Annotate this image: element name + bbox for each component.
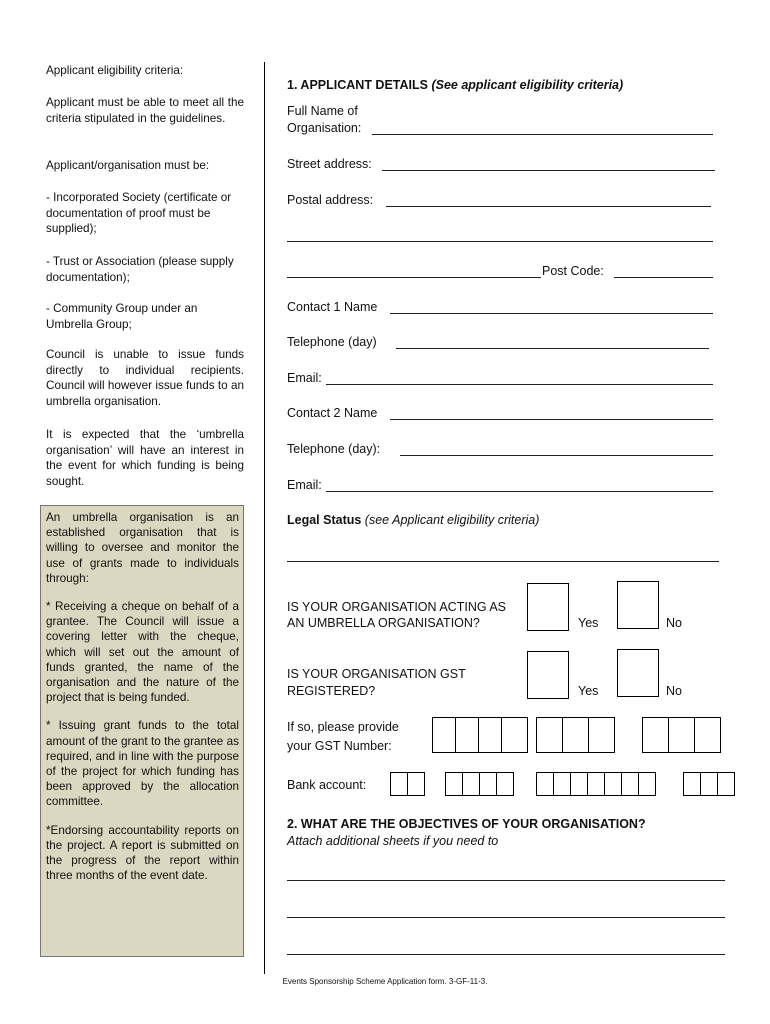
bank-digit-cell[interactable] xyxy=(570,772,588,796)
full-name-label-1: Full Name of xyxy=(287,104,358,118)
bank-group-2 xyxy=(446,772,514,796)
gst-digit-cell[interactable] xyxy=(432,717,456,753)
bank-group-3 xyxy=(537,772,656,796)
bank-digit-cell[interactable] xyxy=(445,772,463,796)
must-be-text: Applicant/organisation must be: xyxy=(46,159,210,172)
column-divider xyxy=(264,62,265,974)
telephone1-label: Telephone (day) xyxy=(287,335,377,349)
page-footer: Events Sponsorship Scheme Application form. 3-GF-11-3. xyxy=(282,977,488,986)
bank-account-label: Bank account: xyxy=(287,778,367,792)
post-code-label: Post Code: xyxy=(542,264,604,278)
bank-digit-cell[interactable] xyxy=(536,772,554,796)
trust-text: - Trust or Association (please supply documentation); xyxy=(46,255,234,284)
endorsing-reports-text: *Endorsing accountability reports on the project. A report is submitted on the progress of the report within three months of the event date. xyxy=(46,823,239,883)
eligibility-intro xyxy=(46,95,244,126)
full-name-label-2: Organisation: xyxy=(287,121,362,135)
legal-status-text: Legal Status xyxy=(287,513,365,527)
contact2-name-field[interactable] xyxy=(390,419,713,420)
umbrella-definition-box xyxy=(40,505,244,957)
umbrella-no-label: No xyxy=(666,616,682,630)
bank-digit-cell[interactable] xyxy=(604,772,622,796)
section2-note: Attach additional sheets if you need to xyxy=(287,834,499,848)
gst-number-label-2: your GST Number: xyxy=(287,739,392,753)
bank-digit-cell[interactable] xyxy=(553,772,571,796)
gst-yes-label: Yes xyxy=(578,684,599,698)
council-note-text: Council is unable to issue funds directly to individual recipients. Council will however issue funds to an umbrella organisation. xyxy=(46,348,244,408)
post-code-field[interactable] xyxy=(614,277,713,278)
umbrella-question-2: AN UMBRELLA ORGANISATION? xyxy=(287,616,480,630)
bank-digit-cell[interactable] xyxy=(479,772,497,796)
postal-address-label: Postal address: xyxy=(287,193,374,207)
gst-digit-cell[interactable] xyxy=(501,717,528,753)
gst-number-group-3 xyxy=(643,717,721,753)
telephone2-label: Telephone (day): xyxy=(287,442,381,456)
trust-item xyxy=(46,254,244,285)
bank-digit-cell[interactable] xyxy=(621,772,639,796)
email1-field[interactable] xyxy=(326,384,713,385)
objectives-field-2[interactable] xyxy=(287,917,725,918)
bank-digit-cell[interactable] xyxy=(683,772,701,796)
contact1-name-label: Contact 1 Name xyxy=(287,300,378,314)
eligibility-intro-text: Applicant must be able to meet all the criteria stipulated in the guidelines. xyxy=(46,96,244,125)
email2-label: Email: xyxy=(287,478,322,492)
council-note xyxy=(46,347,244,409)
gst-question-1: IS YOUR ORGANISATION GST xyxy=(287,667,466,681)
umbrella-definition-text: An umbrella organisation is an established organisation that is willing to oversee and monitor the use of grants made to individuals through: xyxy=(46,511,239,585)
umbrella-yes-label: Yes xyxy=(578,616,599,630)
incorporated-society-item xyxy=(46,190,244,237)
receiving-cheque-text: * Receiving a cheque on behalf of a grantee. The Council will issue a covering letter with the cheque, which will set out the amount of funds granted, the name of the organisation and the nature of the project that is being funded. xyxy=(46,600,239,705)
bank-digit-cell[interactable] xyxy=(700,772,718,796)
telephone2-field[interactable] xyxy=(400,455,713,456)
bank-group-4 xyxy=(684,772,735,796)
gst-digit-cell[interactable] xyxy=(562,717,589,753)
umbrella-yes-checkbox[interactable] xyxy=(527,583,569,631)
email2-field[interactable] xyxy=(326,491,713,492)
section1-title xyxy=(287,78,623,92)
gst-digit-cell[interactable] xyxy=(536,717,563,753)
gst-digit-cell[interactable] xyxy=(478,717,502,753)
telephone1-field[interactable] xyxy=(396,348,709,349)
email1-label: Email: xyxy=(287,371,322,385)
full-name-field[interactable] xyxy=(372,134,713,135)
objectives-field-1[interactable] xyxy=(287,880,725,881)
section1-title-text: 1. APPLICANT DETAILS xyxy=(287,78,432,92)
sidebar-title: Applicant eligibility criteria: xyxy=(46,64,184,77)
must-be-label xyxy=(46,158,244,174)
street-address-label: Street address: xyxy=(287,157,372,171)
postal-address-field-2[interactable] xyxy=(287,241,713,242)
objectives-field-3[interactable] xyxy=(287,954,725,955)
bank-digit-cell[interactable] xyxy=(462,772,480,796)
contact1-name-field[interactable] xyxy=(390,313,713,314)
gst-digit-cell[interactable] xyxy=(694,717,721,753)
legal-status-field[interactable] xyxy=(287,561,719,562)
bank-group-1 xyxy=(391,772,425,796)
legal-status-note: (see Applicant eligibility criteria) xyxy=(364,513,540,527)
gst-number-group-1 xyxy=(433,717,528,753)
gst-digit-cell[interactable] xyxy=(455,717,479,753)
gst-digit-cell[interactable] xyxy=(642,717,669,753)
bank-digit-cell[interactable] xyxy=(496,772,514,796)
umbrella-expectation xyxy=(46,427,244,489)
bank-digit-cell[interactable] xyxy=(638,772,656,796)
gst-question-2: REGISTERED? xyxy=(287,684,376,698)
bank-digit-cell[interactable] xyxy=(717,772,735,796)
contact2-name-label: Contact 2 Name xyxy=(287,406,378,420)
bank-digit-cell[interactable] xyxy=(587,772,605,796)
bank-digit-cell[interactable] xyxy=(390,772,408,796)
postal-address-field-3[interactable] xyxy=(287,277,541,278)
section2-title: 2. WHAT ARE THE OBJECTIVES OF YOUR ORGANISATION? xyxy=(287,817,646,831)
issuing-funds-text: * Issuing grant funds to the total amount of the grant to the grantee as required, and in line with the purpose of the project for which funding has been approved by the allocation committee. xyxy=(46,719,239,809)
umbrella-expectation-text: It is expected that the ‘umbrella organisation’ will have an interest in the event for which funding is being sought. xyxy=(46,428,244,488)
gst-no-checkbox[interactable] xyxy=(617,649,659,697)
gst-yes-checkbox[interactable] xyxy=(527,651,569,699)
bank-digit-cell[interactable] xyxy=(407,772,425,796)
postal-address-field[interactable] xyxy=(386,206,711,207)
gst-number-label-1: If so, please provide xyxy=(287,720,399,734)
gst-digit-cell[interactable] xyxy=(588,717,615,753)
gst-no-label: No xyxy=(666,684,682,698)
gst-digit-cell[interactable] xyxy=(668,717,695,753)
community-group-item xyxy=(46,301,244,332)
community-group-text: - Community Group under an Umbrella Group; xyxy=(46,302,198,331)
street-address-field[interactable] xyxy=(382,170,715,171)
umbrella-no-checkbox[interactable] xyxy=(617,581,659,629)
incorporated-society-text: - Incorporated Society (certificate or documentation of proof must be supplied); xyxy=(46,191,232,235)
umbrella-question-1: IS YOUR ORGANISATION ACTING AS xyxy=(287,600,507,614)
gst-number-group-2 xyxy=(537,717,615,753)
section1-title-note: (See applicant eligibility criteria) xyxy=(431,78,624,92)
legal-status-label xyxy=(287,512,539,528)
